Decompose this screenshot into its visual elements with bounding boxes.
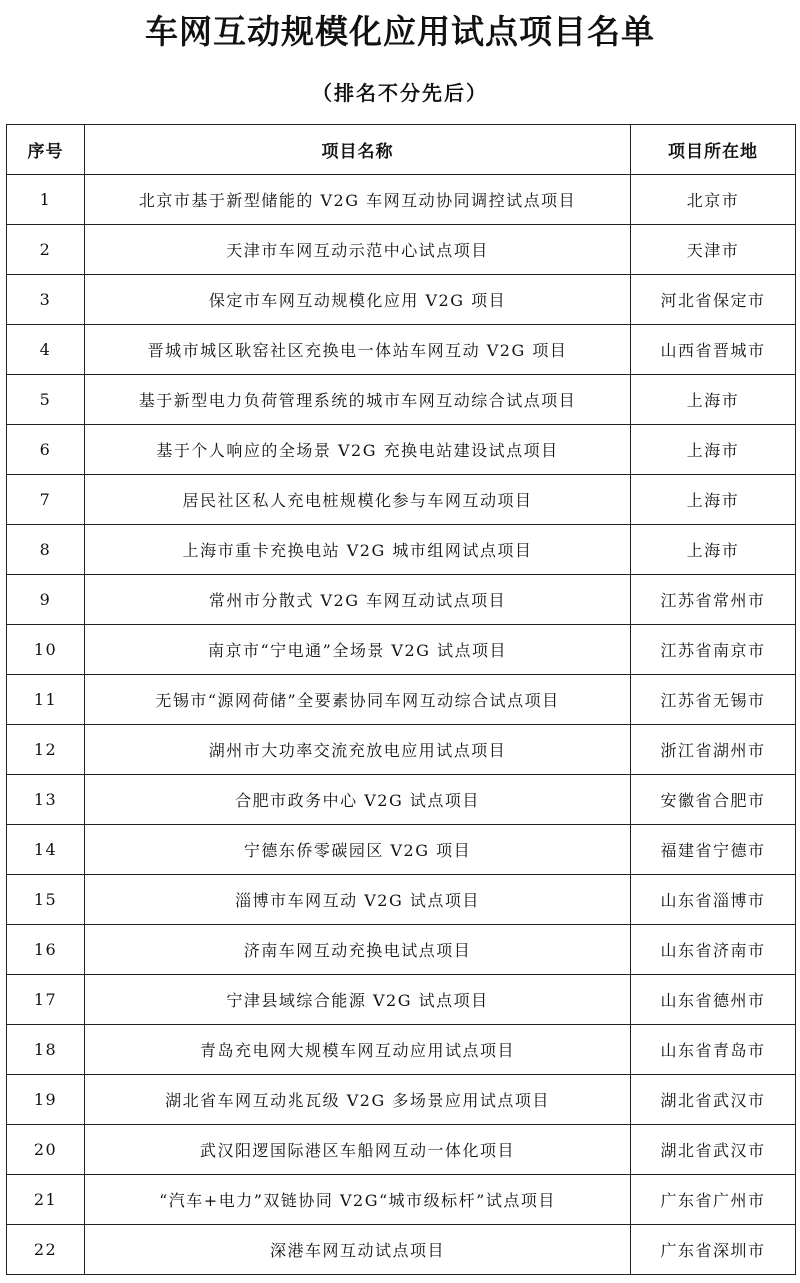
row-serial-number: 22	[7, 1225, 85, 1275]
row-serial-number: 4	[7, 325, 85, 375]
row-project-name: 宁津县域综合能源 V2G 试点项目	[85, 975, 631, 1025]
row-serial-number: 1	[7, 175, 85, 225]
row-project-location: 湖北省武汉市	[631, 1075, 796, 1125]
table-row	[7, 525, 796, 575]
table-header	[7, 125, 796, 175]
row-project-location: 山东省济南市	[631, 925, 796, 975]
table-row	[7, 275, 796, 325]
row-project-name: “汽车+电力”双链协同 V2G“城市级标杆”试点项目	[85, 1175, 631, 1225]
row-project-location: 江苏省无锡市	[631, 675, 796, 725]
table-row	[7, 225, 796, 275]
table-row	[7, 925, 796, 975]
row-project-name: 常州市分散式 V2G 车网互动试点项目	[85, 575, 631, 625]
table-row	[7, 625, 796, 675]
table-row	[7, 1075, 796, 1125]
row-serial-number: 10	[7, 625, 85, 675]
table-row	[7, 1225, 796, 1275]
table-row	[7, 775, 796, 825]
row-serial-number: 21	[7, 1175, 85, 1225]
row-serial-number: 17	[7, 975, 85, 1025]
row-serial-number: 20	[7, 1125, 85, 1175]
row-serial-number: 8	[7, 525, 85, 575]
row-project-name: 济南车网互动充换电试点项目	[85, 925, 631, 975]
row-project-name: 南京市“宁电通”全场景 V2G 试点项目	[85, 625, 631, 675]
row-project-name: 武汉阳逻国际港区车船网互动一体化项目	[85, 1125, 631, 1175]
header-project-location: 项目所在地	[631, 125, 796, 175]
row-serial-number: 7	[7, 475, 85, 525]
table-row	[7, 975, 796, 1025]
row-serial-number: 5	[7, 375, 85, 425]
row-project-name: 合肥市政务中心 V2G 试点项目	[85, 775, 631, 825]
row-serial-number: 13	[7, 775, 85, 825]
row-project-location: 江苏省常州市	[631, 575, 796, 625]
row-serial-number: 14	[7, 825, 85, 875]
row-project-name: 湖州市大功率交流充放电应用试点项目	[85, 725, 631, 775]
table-row	[7, 825, 796, 875]
row-serial-number: 11	[7, 675, 85, 725]
row-serial-number: 6	[7, 425, 85, 475]
row-project-name: 深港车网互动试点项目	[85, 1225, 631, 1275]
row-project-location: 山东省青岛市	[631, 1025, 796, 1075]
table-row	[7, 1175, 796, 1225]
row-project-name: 上海市重卡充换电站 V2G 城市组网试点项目	[85, 525, 631, 575]
header-project-name: 项目名称	[85, 125, 631, 175]
table-row	[7, 375, 796, 425]
header-serial-number: 序号	[7, 125, 85, 175]
table-row	[7, 575, 796, 625]
row-project-location: 天津市	[631, 225, 796, 275]
table-row	[7, 425, 796, 475]
row-project-name: 晋城市城区耿窑社区充换电一体站车网互动 V2G 项目	[85, 325, 631, 375]
row-project-name: 湖北省车网互动兆瓦级 V2G 多场景应用试点项目	[85, 1075, 631, 1125]
row-project-location: 山东省德州市	[631, 975, 796, 1025]
row-project-location: 上海市	[631, 475, 796, 525]
row-serial-number: 2	[7, 225, 85, 275]
table-row	[7, 325, 796, 375]
page-title: 车网互动规模化应用试点项目名单	[145, 12, 655, 51]
page-subtitle: （排名不分先后）	[312, 81, 488, 105]
row-project-location: 北京市	[631, 175, 796, 225]
row-project-location: 河北省保定市	[631, 275, 796, 325]
row-serial-number: 16	[7, 925, 85, 975]
row-serial-number: 15	[7, 875, 85, 925]
pilot-project-table	[6, 124, 796, 1275]
row-project-name: 无锡市“源网荷储”全要素协同车网互动综合试点项目	[85, 675, 631, 725]
row-project-name: 青岛充电网大规模车网互动应用试点项目	[85, 1025, 631, 1075]
row-project-name: 宁德东侨零碳园区 V2G 项目	[85, 825, 631, 875]
row-project-location: 上海市	[631, 525, 796, 575]
row-project-location: 山西省晋城市	[631, 325, 796, 375]
table-body	[7, 175, 796, 1275]
row-project-location: 江苏省南京市	[631, 625, 796, 675]
table-row	[7, 675, 796, 725]
table-row	[7, 725, 796, 775]
row-project-location: 湖北省武汉市	[631, 1125, 796, 1175]
header-row	[7, 125, 796, 175]
row-project-name: 北京市基于新型储能的 V2G 车网互动协同调控试点项目	[85, 175, 631, 225]
row-project-location: 上海市	[631, 375, 796, 425]
row-project-name: 天津市车网互动示范中心试点项目	[85, 225, 631, 275]
row-project-name: 基于个人响应的全场景 V2G 充换电站建设试点项目	[85, 425, 631, 475]
row-serial-number: 12	[7, 725, 85, 775]
row-project-name: 居民社区私人充电桩规模化参与车网互动项目	[85, 475, 631, 525]
row-project-location: 上海市	[631, 425, 796, 475]
row-serial-number: 9	[7, 575, 85, 625]
row-project-location: 山东省淄博市	[631, 875, 796, 925]
table-row	[7, 1025, 796, 1075]
row-project-name: 淄博市车网互动 V2G 试点项目	[85, 875, 631, 925]
row-project-location: 浙江省湖州市	[631, 725, 796, 775]
table-row	[7, 475, 796, 525]
row-serial-number: 3	[7, 275, 85, 325]
row-serial-number: 19	[7, 1075, 85, 1125]
table-row	[7, 875, 796, 925]
table-row	[7, 175, 796, 225]
row-project-location: 福建省宁德市	[631, 825, 796, 875]
row-project-location: 广东省深圳市	[631, 1225, 796, 1275]
row-serial-number: 18	[7, 1025, 85, 1075]
row-project-location: 安徽省合肥市	[631, 775, 796, 825]
table-row	[7, 1125, 796, 1175]
row-project-location: 广东省广州市	[631, 1175, 796, 1225]
row-project-name: 保定市车网互动规模化应用 V2G 项目	[85, 275, 631, 325]
row-project-name: 基于新型电力负荷管理系统的城市车网互动综合试点项目	[85, 375, 631, 425]
